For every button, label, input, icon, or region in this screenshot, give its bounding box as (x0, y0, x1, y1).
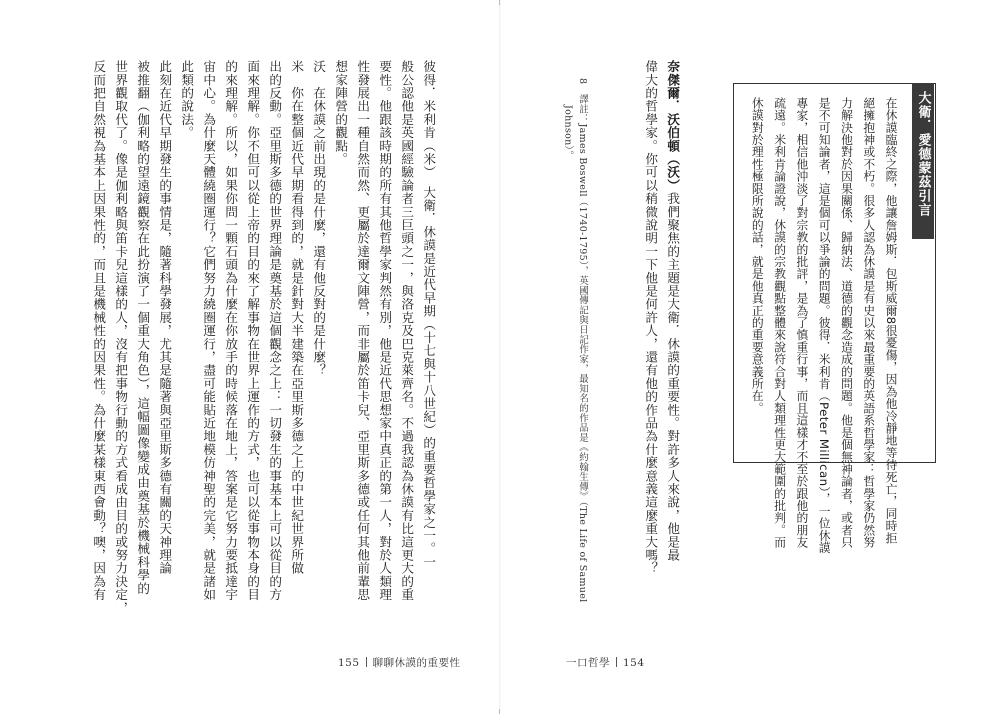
folio-right (566, 655, 645, 670)
body-line: 彼得．米利肯（米） 大衛．休謨是近代早期（十七與十八世紀）的重要哲學家之一。一 (421, 60, 437, 569)
intro-box-body (746, 97, 902, 554)
body-line: 此類的說法。 (179, 60, 195, 140)
footnote-number: 8 (577, 78, 588, 85)
body-line: 的來理解。所以，如果你問一顆石頭為什麼在你放手的時候落在地上，答案是它努力要抵達宇 (223, 60, 239, 602)
body-line: 宙中心。為什麼天體繞圈運行？它們努力繞圈運行，盡可能貼近地模仿神聖的完美，就是諸如 (201, 60, 217, 602)
intro-line: 力解決他對於因果關係、歸納法、道德的觀念造成的問題。他是個無神論者，或者只 (839, 97, 854, 549)
body-line: 米 你在整個近代早期看得到的，就是針對大半建築在亞里斯多德之上的中世紀世界所做 (289, 60, 305, 575)
body-line: 反而把自然視為基本上因果性的，而且是機械性的因果性。為什麼某樣東西會動？噢，因為有 (91, 60, 107, 602)
body-line: 沃 在休謨之前出現的是什麼，還有他反對的是什麼？ (311, 60, 327, 377)
intro-line: 休謨對於理性極限所說的話，就是他真正的重要意義所在。 (750, 97, 765, 415)
body-line: 面來理解。你不但可以從上帝的目的來了解事物在世界上運作的方式，也可以從事物本身的目 (245, 60, 261, 602)
body-line: 性發展出一種自然而然、更屬於達爾文陣營，而非屬於笛卡兒、亞里斯多德或任何其他前輩思 (355, 60, 371, 602)
book-title: 一口哲學 (566, 657, 610, 669)
folio-separator (616, 657, 617, 667)
speaker-warburton: 奈傑爾．沃伯頓（沃） (665, 60, 681, 192)
footnote-line-2: Johnson）。 (562, 105, 574, 161)
body-line: 被推翻（伽利略的望遠鏡觀察在此扮演了一個重大角色），這幅圖像變成由奠基於機械科學的 (135, 60, 151, 595)
question-line-1: 奈傑爾．沃伯頓（沃）我們聚焦的主題是大衛．休謨的重要性。對許多人來說，他是最 (665, 60, 681, 562)
body-line: 此刻在近代早期發生的事情是，隨著科學發展，尤其是隨著與亞里斯多德有關的天神理論 (157, 60, 173, 575)
page-gutter (499, 0, 501, 714)
intro-line: 在休謨臨終之際，他讓詹姆斯．包斯威爾8很憂傷，因為他冷靜地等待死亡，同時拒 (884, 97, 899, 545)
chapter-title: 聊聊休謨的重要性 (372, 657, 461, 669)
footnote-line-1: 8 譯註：James Boswell（1740-1795），英國傳記與日記作家，最知名的作品是《約翰生傳》（The Life of Samuel (577, 78, 588, 603)
crop-tick-bottom (499, 709, 500, 714)
body-line: 般公認他是英國經驗論者三巨頭之一，與洛克及巴克萊齊名。不過我認為休謨有比這更大的重 (399, 60, 415, 602)
intro-box-title: 大衛．愛德蒙茲引言 (912, 83, 934, 239)
page-number-right: 154 (623, 657, 645, 669)
page-number-left: 155 (338, 657, 360, 669)
intro-line: 絕擁抱神或不朽。很多人認為休謨是有史以來最重要的英語系哲學家：哲學家仍然努 (861, 97, 876, 549)
body-line: 世界觀取代了。像是伽利略與笛卡兒這樣的人，沒有把事物行動的方式看成由目的或努力決定， (113, 60, 129, 615)
body-line: 要性。他跟該時期的所有其他哲學家判然有別，他是近代思想家中真正的第一人，對於人類理 (377, 60, 393, 602)
footnote (560, 78, 589, 603)
intro-line: 疏遠。米利肯論證說，休謨的宗教觀點整體來說符合對人類理性更大範圍的批判。而 (772, 97, 787, 549)
crop-tick-top (499, 0, 500, 5)
body-line: 想家陣營的觀點。 (333, 60, 349, 166)
question-line-2: 偉大的哲學家。你可以稍微說明一下他是何許人，還有他的作品為什麼意義這麼重大嗎？ (643, 60, 659, 575)
body-line: 出的反動。亞里斯多德的世界理論是奠基於這個觀念之上：一切發生的事基本上可以從目的方 (267, 60, 283, 602)
intro-line: 專家，相信他沖淡了對宗教的批評，是為了慎重行事，而且這樣才不至於跟他的朋友 (794, 97, 809, 549)
folio-left (338, 655, 461, 670)
intro-line: 是不可知論者，這是個可以爭論的問題。彼得．米利肯（Peter Millican），一位休謨 (817, 97, 832, 554)
folio-separator (366, 657, 367, 667)
